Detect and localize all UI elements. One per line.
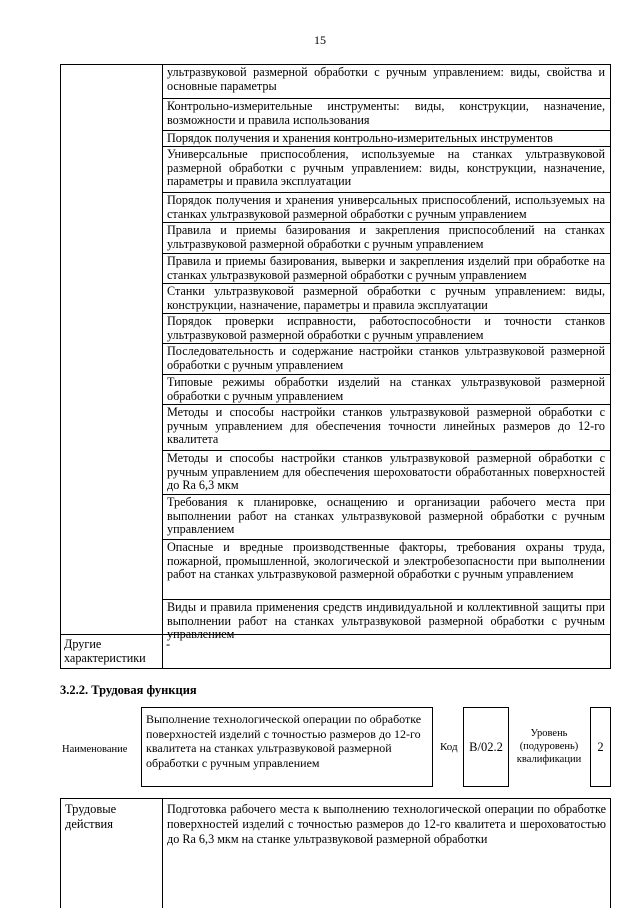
knowledge-item: Порядок получения и хранения универсальных приспособлений, используемых на станках ультразвуковой размерной обработки с ручным управлением xyxy=(162,193,610,223)
knowledge-item: Правила и приемы базирования, выверки и закрепления изделий при обработке на станках ультразвуковой размерной обработки с ручным управлением xyxy=(162,254,610,284)
other-characteristics-value: - xyxy=(166,637,171,651)
knowledge-item: Порядок проверки исправности, работоспособности и точности станков ультразвуковой размерной обработки с ручным управлением xyxy=(162,314,610,344)
level-label: Уровень (подуровень) квалификации xyxy=(516,728,582,765)
knowledge-label-cell xyxy=(61,65,163,668)
page-number: 15 xyxy=(314,33,326,47)
knowledge-item: Станки ультразвуковой размерной обработки с ручным управлением: виды, конструкции, назначение, параметры и правила эксплуатации xyxy=(162,284,610,314)
other-characteristics-label: Другие характеристики xyxy=(64,637,146,665)
name-value: Выполнение технологической операции по обработке поверхностей изделий с точностью размеров до 12-го квалитета на станках ультразвуковой размерной обработки с ручным управлением xyxy=(141,707,433,787)
knowledge-item: ультразвуковой размерной обработки с ручным управлением: виды, свойства и основные параметры xyxy=(162,65,610,99)
code-label: Код xyxy=(440,741,458,753)
knowledge-item: Универсальные приспособления, используемые на станках ультразвуковой размерной обработки с ручным управлением: виды, конструкции, назначение, параметры и правила эксплуатации xyxy=(162,147,610,193)
actions-table xyxy=(60,798,611,908)
knowledge-item: Типовые режимы обработки изделий на станках ультразвуковой размерной обработки с ручным управлением xyxy=(162,375,610,405)
knowledge-item: Требования к планировке, оснащению и организации рабочего места при выполнении работ на станках ультразвуковой размерной обработки с ручным управлением xyxy=(162,495,610,540)
actions-text: Подготовка рабочего места к выполнению технологической операции по обработке поверхностей изделий с точностью размеров до 12-го квалитета и шероховатостью до Ra 6,3 мкм на станке ультразвуковой размерной обработки xyxy=(167,802,606,846)
knowledge-item: Порядок получения и хранения контрольно-измерительных инструментов xyxy=(162,131,610,147)
name-label: Наименование xyxy=(62,744,128,755)
column-divider xyxy=(162,799,163,908)
knowledge-list xyxy=(162,65,610,645)
section-title: 3.2.2. Трудовая функция xyxy=(60,683,197,697)
knowledge-item: Контрольно-измерительные инструменты: виды, конструкции, назначение, возможности и правила использования xyxy=(162,99,610,131)
knowledge-item: Методы и способы настройки станков ультразвуковой размерной обработки с ручным управлением для обеспечения шероховатости обработанных поверхностей до Ra 6,3 мкм xyxy=(162,451,610,495)
knowledge-item: Правила и приемы базирования и закрепления приспособлений на станках ультразвуковой размерной обработки с ручным управлением xyxy=(162,223,610,254)
knowledge-table xyxy=(60,64,611,669)
knowledge-item: Методы и способы настройки станков ультразвуковой размерной обработки с ручным управлением для обеспечения точности линейных размеров до 12-го квалитета xyxy=(162,405,610,451)
code-value: B/02.2 xyxy=(463,707,509,787)
knowledge-item: Виды и правила применения средств индивидуальной и коллективной защиты при выполнении работ на станках ультразвуковой размерной обработки с ручным управлением xyxy=(167,600,605,642)
other-characteristics-row xyxy=(60,634,611,670)
knowledge-item: Последовательность и содержание настройки станков ультразвуковой размерной обработки с ручным управлением xyxy=(162,344,610,375)
actions-label: Трудовые действия xyxy=(65,802,117,831)
knowledge-item: Опасные и вредные производственные факторы, требования охраны труда, пожарной, промышленной, экологической и электробезопасности при выполнении работ на станках ультразвуковой размерной обработки с ручным управлением xyxy=(162,540,610,600)
level-value: 2 xyxy=(590,707,611,787)
